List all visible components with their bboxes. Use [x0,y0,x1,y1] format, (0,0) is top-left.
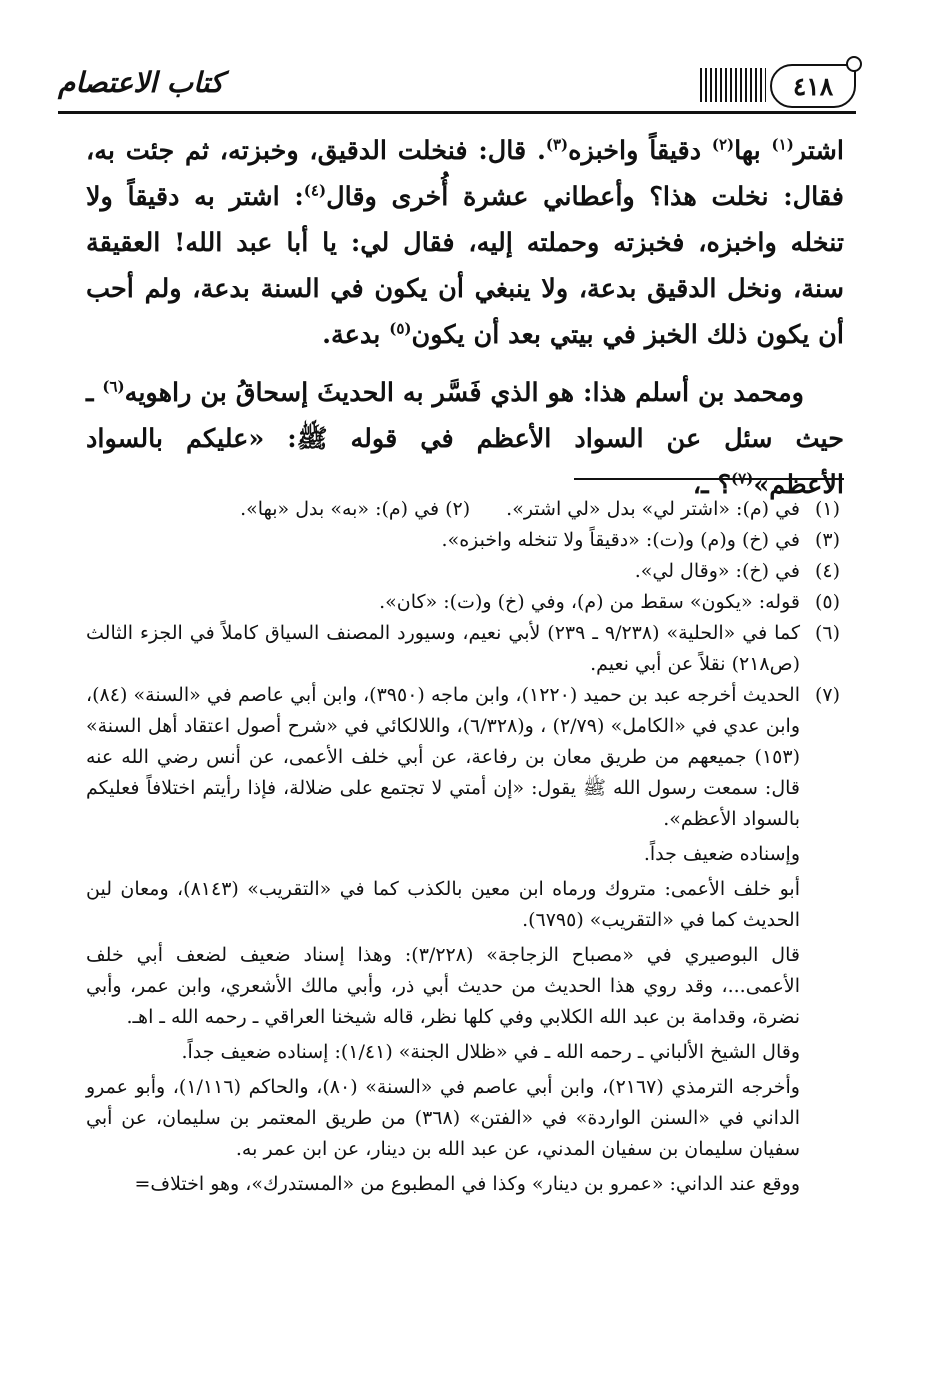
footnote-paragraph: وإسناده ضعيف جداً. [643,843,800,865]
main-paragraph-1: اشتر$^{(١)}$ بها$^{(٢)}$ دقيقاً واخبزه$^{(٣)}$. قال: فنخلت الدقيق، وخبزته، ثم جئت به، فقال: نخلت هذا؟ وأعطاني عشرة أُخرى وقال$^{(٤)}$: اشتر به دقيقاً ولا تنخله واخبزه، فخبزته وحملته إليه، فقال لي: يا أبا عبد الله! العقيقة سنة، ونخل الدقيق بدعة، ولا ينبغي أن يكون في السنة بدعة، ولم أحب أن يكون ذلك الخبز في بيتي بعد أن يكون$^{(٥)}$ بدعة. [86,135,845,350]
page-number: ٤١٨ [770,64,856,108]
footnote-ref-6[interactable]: (٦) [102,377,125,396]
footnotes [86,494,840,1200]
footnote-6 [86,618,840,680]
header-ornament [700,68,766,102]
footnote-4 [86,556,840,587]
book-title: كتاب الاعتصام [58,66,224,99]
footnote-text: في (م): «اشتر لي» بدل «لي اشتر». [506,498,800,520]
footnote-divider [574,478,844,480]
footnote-ref-3[interactable]: (٣) [545,135,569,154]
footnote-paragraph: قال البوصيري في «مصباح الزجاجة» (٣/٢٢٨): وهذا إسناد ضعيف لضعف أبي خلف الأعمى...، وقد روي هذا الحديث من حديث أبي ذر، وأبي مالك الأشعري، وابن عمر، وأبي نضرة، وقدامة بن عبد الله الكلابي وفي كلها نظر، قاله شيخنا العراقي ـ رحمه الله ـ اهـ. [86,944,800,1028]
footnote-paragraph: أبو خلف الأعمى: متروك ورماه ابن معين بالكذب كما في «التقريب» (٨١٤٣)، ومعان لين الحديث كما في «التقريب» (٦٧٩٥). [86,878,800,931]
footnote-5 [86,587,840,618]
footnote-paragraph: ووقع عند الداني: «عمرو بن دينار» وكذا في المطبوع من «المستدرك»، وهو اختلاف= [134,1173,800,1195]
footnote-1-2 [86,494,840,525]
footnote-ref-5[interactable]: (٥) [389,319,412,338]
footnote-number: (٣) [814,529,840,551]
footnote-number: (٤) [814,560,840,582]
footnote-ref-4[interactable]: (٤) [303,181,327,200]
footnote-paragraph: وقال الشيخ الألباني ـ رحمه الله ـ في «ظلال الجنة» (١/٤١): إسناده ضعيف جداً. [181,1041,800,1063]
footnote-7 [86,680,840,1200]
footnote-ref-7[interactable]: (٧) [731,469,754,488]
page-header [58,58,856,114]
footnote-paragraph: الحديث أخرجه عبد بن حميد (١٢٢٠)، وابن ماجه (٣٩٥٠)، وابن أبي عاصم في «السنة» (٨٤)، وابن عدي في «الكامل» (٢/٧٩) ، و(٦/٣٢٨)، واللالكائي في «شرح أصول اعتقاد أهل السنة» (١٥٣) جميعهم من طريق معان بن رفاعة، عن أبي خلف الأعمى، عن أنس رضي الله عنه قال: سمعت رسول الله ﷺ يقول: «إن أمتي لا تجتمع على ضلالة، فإذا رأيتم اختلافاً فعليكم بالسواد الأعظم». [86,684,800,830]
main-text [86,128,844,508]
footnote-number: (٢) [445,498,471,520]
footnote-ref-1[interactable]: (١) [771,135,794,154]
footnote-3 [86,525,840,556]
main-paragraph-2: ومحمد بن أسلم هذا: هو الذي فَسَّر به الحديثَ إسحاقُ بن راهويه$^{(٦)}$ ـ حيث سئل عن السواد الأعظم في قوله ﷺ: «عليكم بالسواد الأعظم»$^{(٧)}$؟ ـ، [86,377,844,500]
footnote-number: (٧) [814,684,840,706]
footnote-text: في (م): «به» بدل «بها». [240,498,440,520]
footnote-paragraph: وأخرجه الترمذي (٢١٦٧)، وابن أبي عاصم في «السنة» (٨٠)، والحاكم (١/١١٦)، وأبو عمرو الداني في «السنن الواردة» في «الفتن» (٣٦٨) من طريق المعتمر بن سليمان، عن أبي سفيان سليمان بن سفيان المدني، عن عبد الله بن دينار، عن ابن عمر به. [86,1076,800,1160]
footnote-number: (١) [814,498,840,520]
footnote-text: في (خ): «وقال لي». [634,560,800,582]
footnote-number: (٥) [814,591,840,613]
footnote-number: (٦) [814,622,840,644]
footnote-text: قوله: «يكون» سقط من (م)، وفي (خ) و(ت): «كان». [379,591,800,613]
footnote-text: كما في «الحلية» (٩/٢٣٨ ـ ٢٣٩) لأبي نعيم، وسيورد المصنف السياق كاملاً في الجزء الثالث (ص٢١٨) نقلاً عن أبي نعيم. [86,622,800,675]
header-divider [58,111,856,114]
footnote-ref-2[interactable]: (٢) [711,135,735,154]
footnote-text: في (خ) و(م) و(ت): «دقيقاً ولا تنخله واخبزه». [441,529,800,551]
